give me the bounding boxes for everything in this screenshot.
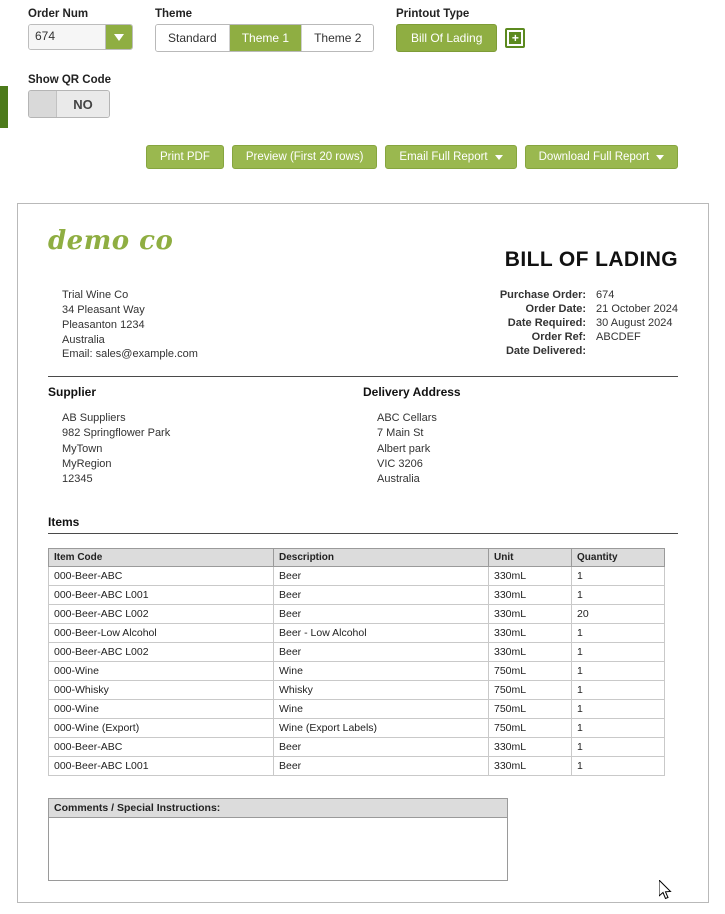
- company-address-line: 34 Pleasant Way: [62, 303, 145, 316]
- cell-item-code: 000-Beer-ABC L002: [49, 605, 274, 624]
- chevron-down-icon[interactable]: [106, 25, 132, 49]
- action-buttons: [146, 145, 678, 169]
- sidebar-accent-stub: [0, 86, 8, 128]
- cell-item-code: 000-Wine (Export): [49, 719, 274, 738]
- document-meta: [500, 288, 678, 362]
- order-num-value[interactable]: 674: [29, 25, 106, 49]
- supplier-line: 12345: [62, 472, 93, 485]
- meta-value: 21 October 2024: [596, 303, 678, 315]
- table-row: [49, 757, 665, 776]
- meta-value: 674: [596, 289, 615, 301]
- table-row: [49, 738, 665, 757]
- column-header-description: Description: [274, 549, 489, 567]
- email-full-report-button[interactable]: [385, 145, 516, 169]
- theme-label: Theme: [155, 8, 193, 20]
- theme-field: [155, 8, 374, 52]
- items-table: [48, 548, 665, 776]
- theme-option-standard[interactable]: Standard: [156, 25, 230, 51]
- toolbar: [0, 0, 725, 190]
- show-qr-code-field: [28, 74, 111, 118]
- printout-type-selected[interactable]: Bill Of Lading: [396, 24, 497, 52]
- company-address-line: Trial Wine Co: [62, 289, 129, 301]
- meta-row: [500, 302, 678, 316]
- table-row: [49, 567, 665, 586]
- delivery-line: ABC Cellars: [377, 412, 437, 425]
- cell-quantity: 1: [572, 681, 665, 700]
- company-address: [48, 288, 198, 362]
- download-full-report-button[interactable]: [525, 145, 679, 169]
- cell-quantity: 1: [572, 586, 665, 605]
- table-row: [49, 624, 665, 643]
- cell-description: Whisky: [274, 681, 489, 700]
- table-row: [49, 586, 665, 605]
- add-printout-type-button[interactable]: [505, 28, 525, 48]
- cell-unit: 330mL: [489, 586, 572, 605]
- meta-key: Order Ref:: [531, 331, 587, 343]
- print-pdf-label: Print PDF: [160, 151, 210, 163]
- theme-option-theme-1[interactable]: Theme 1: [230, 25, 302, 51]
- cell-quantity: 1: [572, 757, 665, 776]
- order-num-select[interactable]: [28, 24, 133, 50]
- supplier-line: AB Suppliers: [62, 412, 126, 425]
- table-header-row: [49, 549, 665, 567]
- delivery-address-title: Delivery Address: [363, 385, 461, 400]
- meta-key: Date Delivered:: [505, 345, 587, 357]
- download-full-report-label: Download Full Report: [538, 151, 650, 163]
- cell-item-code: 000-Wine: [49, 662, 274, 681]
- bill-of-lading-document: [18, 204, 708, 881]
- cell-description: Beer - Low Alcohol: [274, 624, 489, 643]
- order-num-label: Order Num: [28, 8, 89, 20]
- cell-description: Beer: [274, 643, 489, 662]
- document-title: BILL OF LADING: [504, 248, 678, 271]
- plus-icon: +: [507, 30, 523, 46]
- preview-label: Preview (First 20 rows): [245, 151, 364, 163]
- supplier-block: [48, 385, 363, 487]
- show-qr-code-toggle[interactable]: [28, 90, 110, 118]
- column-header-item-code: Item Code: [49, 549, 274, 567]
- table-row: [49, 662, 665, 681]
- cell-unit: 750mL: [489, 681, 572, 700]
- cell-unit: 330mL: [489, 624, 572, 643]
- cell-item-code: 000-Beer-ABC: [49, 738, 274, 757]
- divider: [48, 376, 678, 377]
- meta-value: 30 August 2024: [596, 317, 673, 329]
- cell-description: Beer: [274, 567, 489, 586]
- supplier-line: MyRegion: [62, 457, 112, 470]
- printout-type-field: [396, 8, 525, 52]
- cell-unit: 330mL: [489, 567, 572, 586]
- delivery-line: 7 Main St: [377, 427, 424, 440]
- show-qr-code-label: Show QR Code: [28, 74, 112, 86]
- cell-item-code: 000-Beer-Low Alcohol: [49, 624, 274, 643]
- company-address-line: Pleasanton 1234: [62, 318, 145, 331]
- cell-quantity: 1: [572, 719, 665, 738]
- document-preview-panel[interactable]: [17, 203, 709, 903]
- cell-unit: 750mL: [489, 700, 572, 719]
- cell-description: Beer: [274, 586, 489, 605]
- cell-unit: 330mL: [489, 643, 572, 662]
- table-row: [49, 700, 665, 719]
- cell-item-code: 000-Whisky: [49, 681, 274, 700]
- cell-unit: 330mL: [489, 605, 572, 624]
- cell-item-code: 000-Beer-ABC L002: [49, 643, 274, 662]
- print-pdf-button[interactable]: [146, 145, 224, 169]
- toggle-knob[interactable]: [29, 91, 57, 117]
- meta-value: ABCDEF: [596, 331, 641, 343]
- delivery-line: Albert park: [377, 442, 431, 455]
- divider: [48, 533, 678, 534]
- toggle-state: NO: [57, 91, 109, 117]
- items-heading: Items: [48, 515, 80, 530]
- meta-row: [500, 316, 678, 330]
- delivery-address-block: [363, 385, 678, 487]
- cell-description: Beer: [274, 605, 489, 624]
- meta-key: Order Date:: [525, 303, 587, 315]
- cell-item-code: 000-Beer-ABC L001: [49, 586, 274, 605]
- supplier-line: MyTown: [62, 442, 103, 455]
- meta-row: [500, 288, 678, 302]
- theme-option-theme-2[interactable]: Theme 2: [302, 25, 373, 51]
- cell-item-code: 000-Beer-ABC L001: [49, 757, 274, 776]
- delivery-line: Australia: [377, 472, 420, 485]
- email-full-report-label: Email Full Report: [399, 151, 488, 163]
- chevron-down-icon: [656, 155, 664, 160]
- cell-description: Wine (Export Labels): [274, 719, 489, 738]
- cell-unit: 750mL: [489, 719, 572, 738]
- company-address-line: Australia: [62, 333, 105, 346]
- cell-unit: 330mL: [489, 738, 572, 757]
- comments-value: [49, 818, 507, 880]
- meta-key: Purchase Order:: [499, 289, 587, 301]
- cell-quantity: 1: [572, 624, 665, 643]
- order-num-field: [28, 8, 133, 50]
- cell-description: Wine: [274, 700, 489, 719]
- cell-quantity: 1: [572, 662, 665, 681]
- cell-quantity: 20: [572, 605, 665, 624]
- company-address-line: Email: sales@example.com: [62, 348, 198, 361]
- delivery-line: VIC 3206: [377, 457, 423, 470]
- cell-quantity: 1: [572, 700, 665, 719]
- meta-value: [596, 344, 678, 358]
- cell-description: Beer: [274, 738, 489, 757]
- chevron-down-icon: [495, 155, 503, 160]
- supplier-title: Supplier: [48, 385, 97, 400]
- cell-unit: 750mL: [489, 662, 572, 681]
- cell-quantity: 1: [572, 567, 665, 586]
- theme-button-group: [155, 24, 374, 52]
- supplier-line: 982 Springflower Park: [62, 427, 171, 440]
- meta-row: [500, 344, 678, 358]
- printout-type-label: Printout Type: [396, 8, 470, 20]
- table-row: [49, 643, 665, 662]
- column-header-unit: Unit: [489, 549, 572, 567]
- meta-row: [500, 330, 678, 344]
- cell-quantity: 1: [572, 738, 665, 757]
- cell-item-code: 000-Wine: [49, 700, 274, 719]
- company-logo: demo co: [48, 226, 174, 256]
- cell-item-code: 000-Beer-ABC: [49, 567, 274, 586]
- cell-unit: 330mL: [489, 757, 572, 776]
- cell-quantity: 1: [572, 643, 665, 662]
- preview-button[interactable]: [232, 145, 378, 169]
- table-row: [49, 719, 665, 738]
- table-row: [49, 681, 665, 700]
- comments-box: [48, 798, 508, 881]
- column-header-quantity: Quantity: [572, 549, 665, 567]
- mouse-cursor: [659, 880, 673, 905]
- comments-title: Comments / Special Instructions:: [49, 799, 507, 818]
- cell-description: Beer: [274, 757, 489, 776]
- meta-key: Date Required:: [507, 317, 587, 329]
- cell-description: Wine: [274, 662, 489, 681]
- table-row: [49, 605, 665, 624]
